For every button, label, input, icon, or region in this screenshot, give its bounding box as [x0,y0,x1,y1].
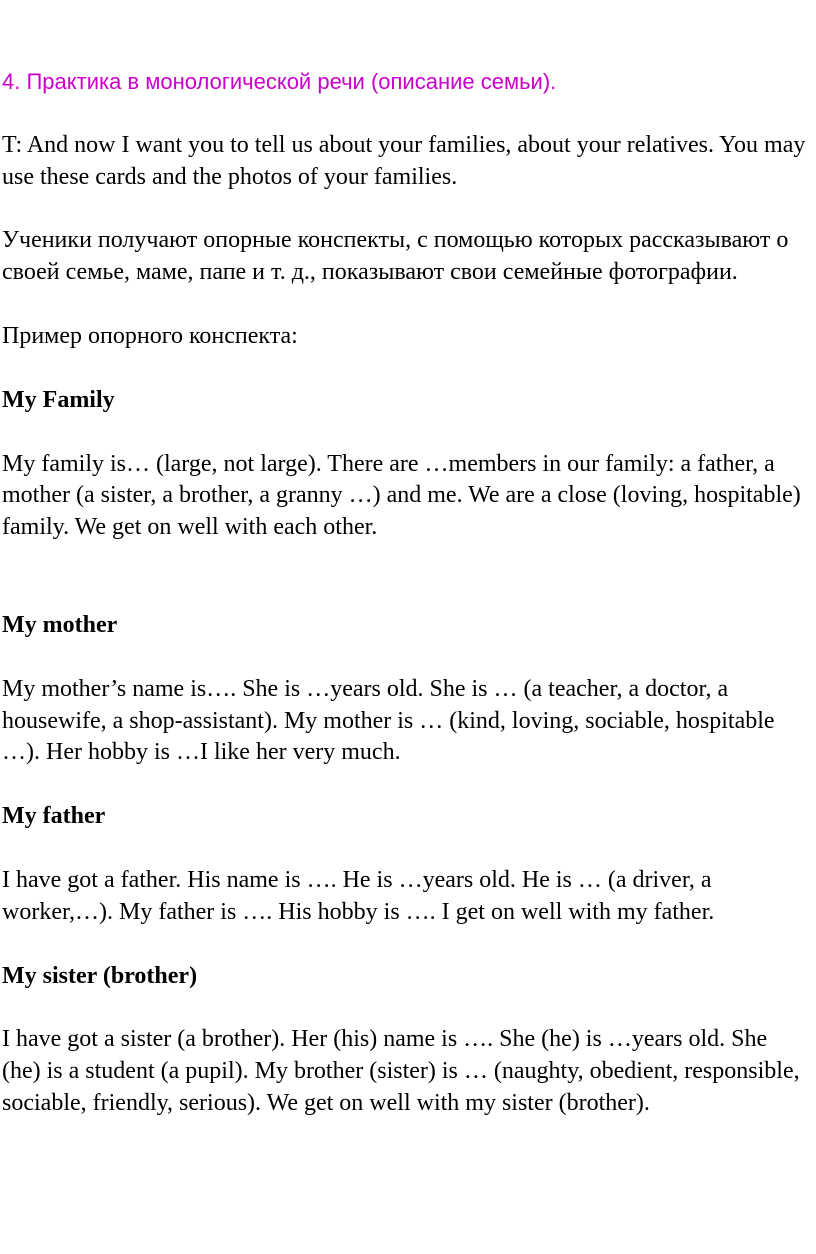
section-title-mother: My mother [2,611,118,638]
spacer [2,98,810,130]
section-title-father: My father [2,803,106,830]
spacer [2,289,810,321]
students-paragraph: Ученики получают опорные конспекты, с помощью которых рассказывают о своей семье, маме, папе и т. д., показывают свои семейные фотографии. [2,227,789,286]
spacer [2,992,810,1024]
teacher-line [2,130,810,194]
spacer [2,833,810,865]
teacher-text: : And now I want you to tell us about your families, about your relatives. You may use these cards and the photos of your families. [2,131,806,190]
example-intro: Пример опорного конспекта: [2,322,298,349]
spacer [2,544,810,610]
section-text-family: My family is… (large, not large). There are …members in our family: a father, a mother (a sister, a brother, a granny …) and me. We are a close (loving, hospitable) family. We get on well with each other. [2,450,801,541]
section-heading: 4. Практика в монологической речи (описание семьи). [2,69,557,94]
section-title-family: My Family [2,386,115,413]
section-text-sister-brother: I have got a sister (a brother). Her (his) name is …. She (he) is …years old. She (he) is a student (a pupil). My brother (sister) is … (naughty, obedient, responsible, sociable, friendly, serious). We get on well with my sister (brother). [2,1026,800,1116]
section-title-sister-brother: My sister (brother) [2,962,198,989]
spacer [2,193,810,225]
section-text-father: I have got a father. His name is …. He is …years old. He is … (a driver, a worker,…). My father is …. His hobby is …. I get on well with my father. [2,866,715,925]
spacer [2,417,810,449]
spacer [2,642,810,674]
spacer [2,769,810,801]
teacher-label: T [2,131,16,158]
spacer [2,929,810,961]
spacer [2,353,810,385]
section-text-mother: My mother’s name is…. She is …years old. She is … (a teacher, a doctor, a housewife, a shop-assistant). My mother is … (kind, loving, sociable, hospitable …). Her hobby is …I like her very much. [2,675,775,766]
